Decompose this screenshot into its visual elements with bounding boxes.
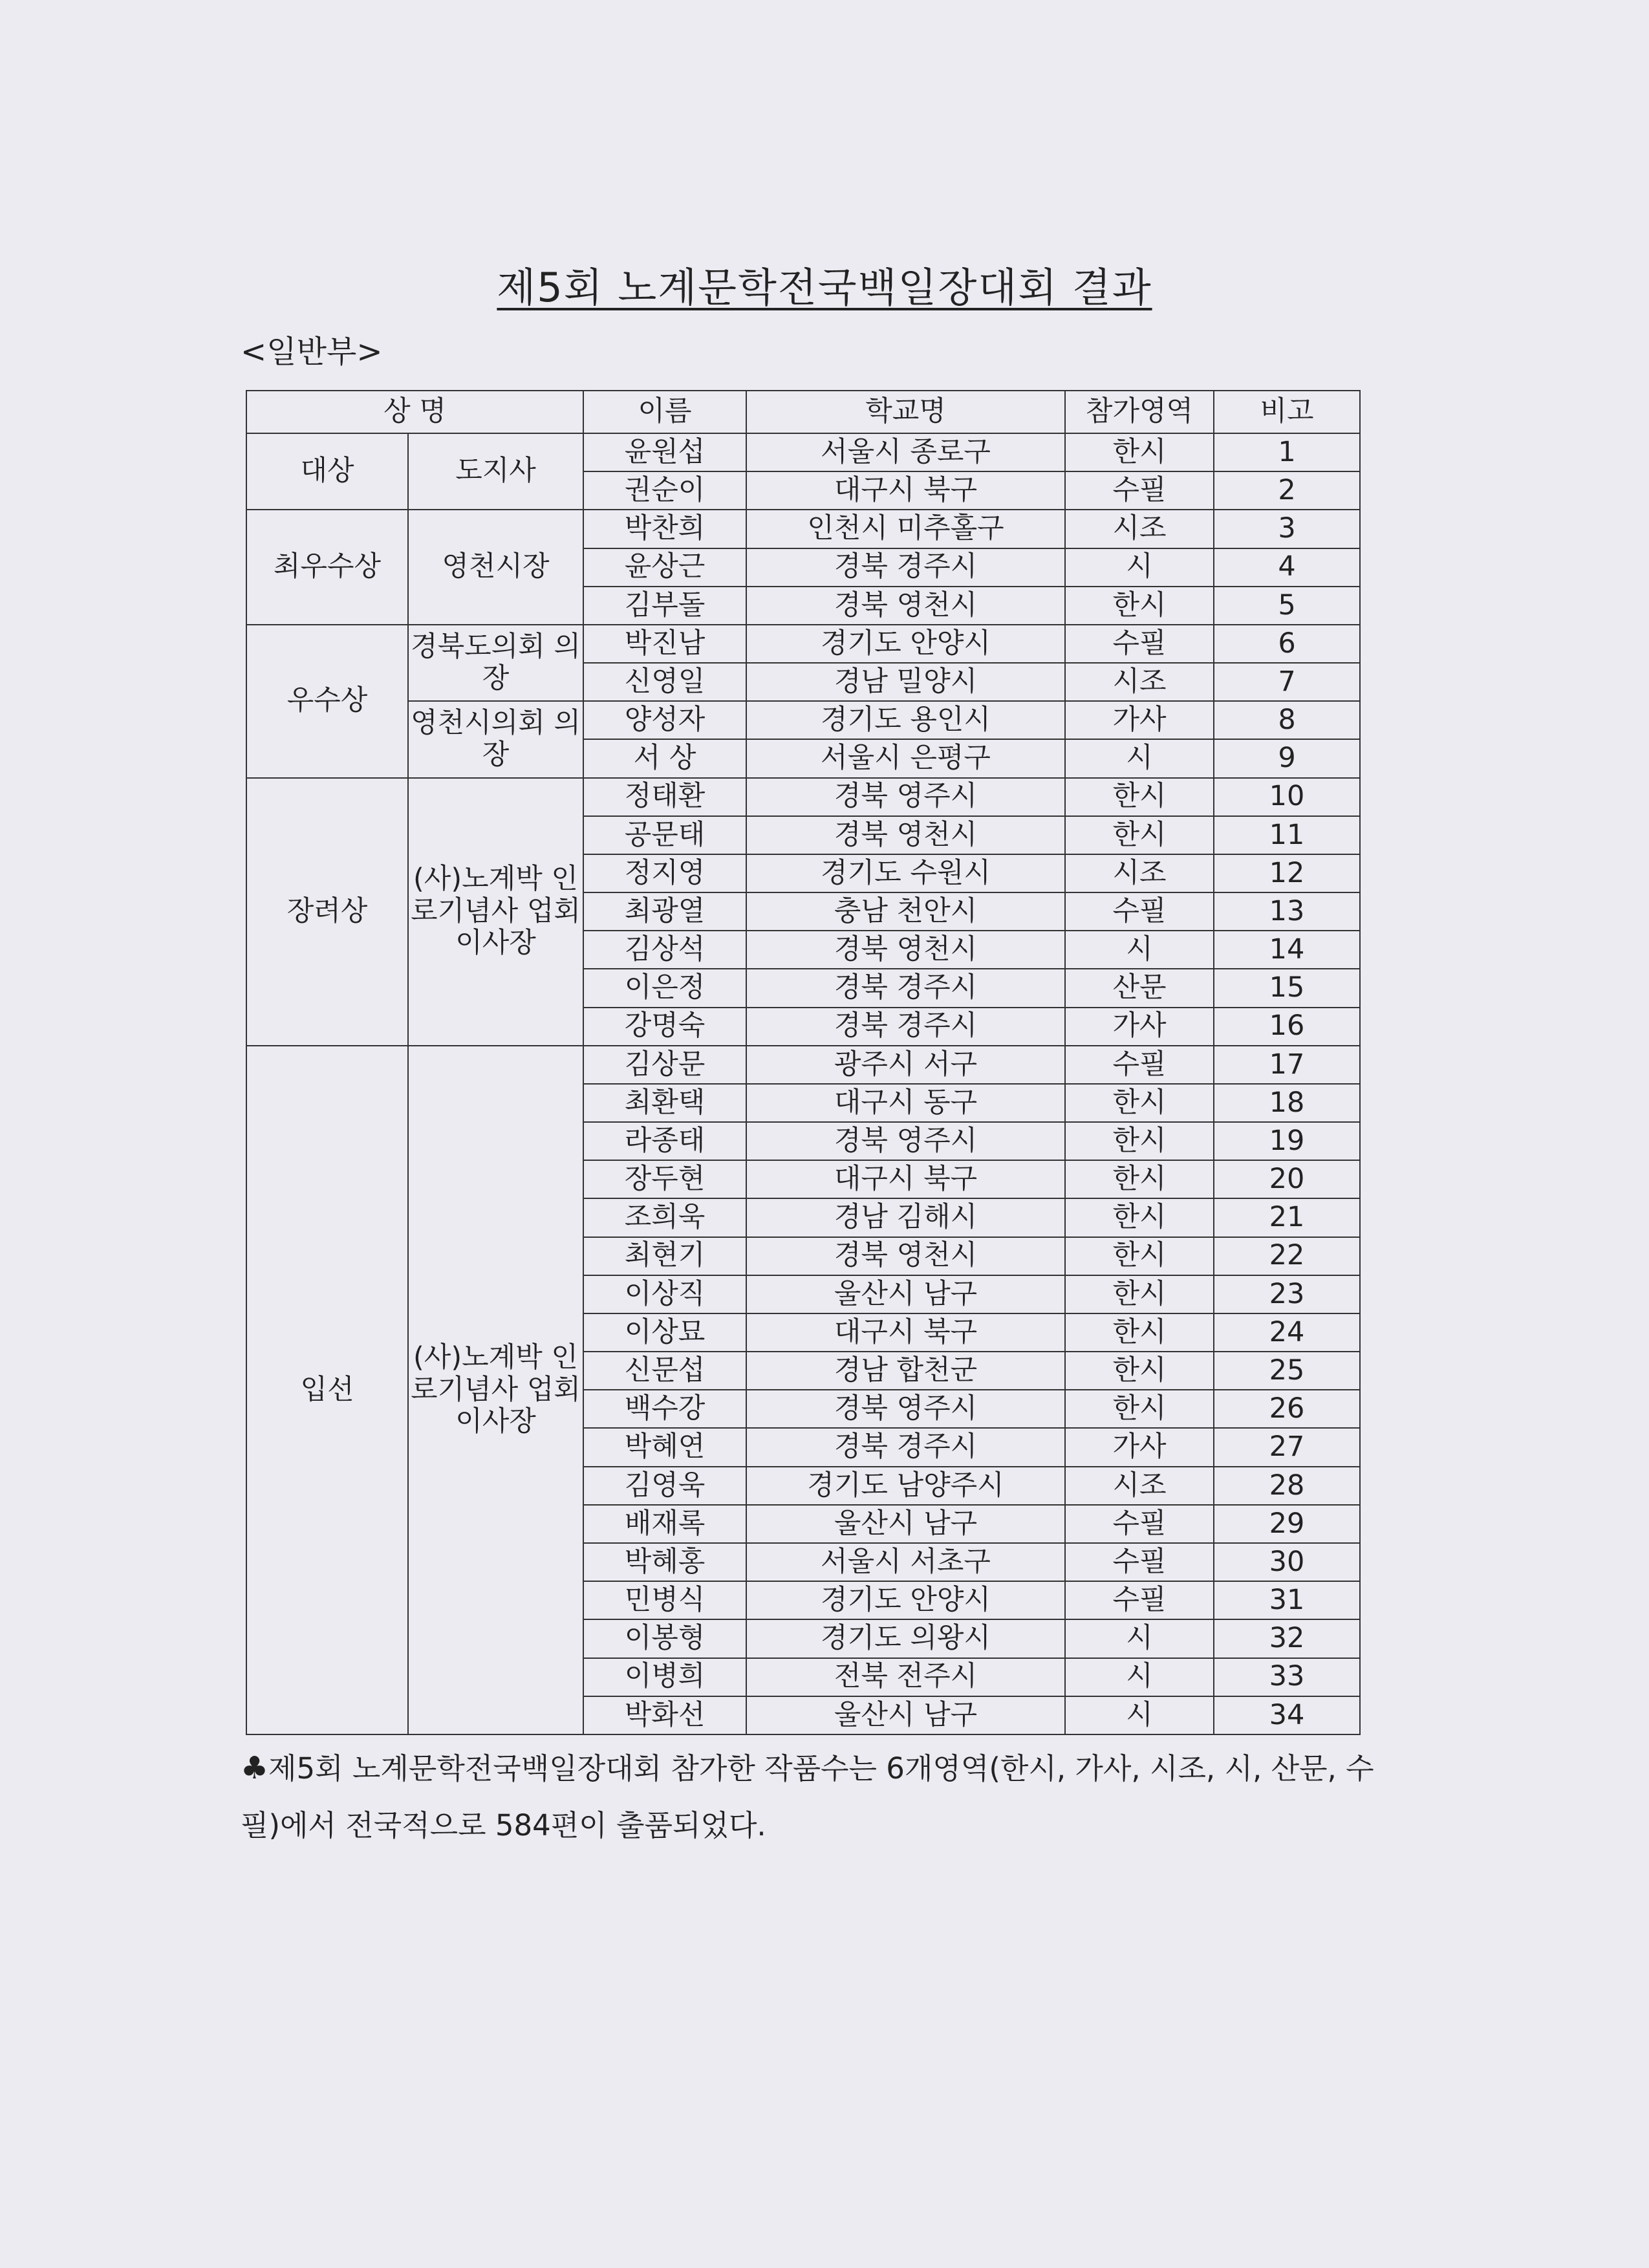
field-cell: 한시 [1065,1160,1214,1198]
school-cell: 경북 영천시 [746,931,1065,969]
note-cell: 24 [1214,1313,1360,1352]
field-cell: 시 [1065,1696,1214,1734]
school-cell: 대구시 북구 [746,471,1065,510]
name-cell: 최광열 [583,892,746,931]
table-row [246,510,1360,548]
name-cell: 정지영 [583,854,746,892]
school-cell: 경북 영천시 [746,816,1065,854]
footnote [241,1740,1379,1854]
award-cell: 우수상 [246,625,408,778]
field-cell: 수필 [1065,471,1214,510]
field-cell: 시 [1065,548,1214,587]
name-cell: 조희욱 [583,1198,746,1237]
field-cell: 한시 [1065,1084,1214,1122]
field-cell: 시조 [1065,663,1214,701]
school-cell: 인천시 미추홀구 [746,510,1065,548]
table-row [246,625,1360,663]
name-cell: 정태환 [583,778,746,816]
field-cell: 시 [1065,1619,1214,1658]
school-cell: 경북 영천시 [746,1237,1065,1275]
school-cell: 대구시 북구 [746,1313,1065,1352]
school-cell: 대구시 북구 [746,1160,1065,1198]
field-cell: 한시 [1065,433,1214,471]
school-cell: 경북 영주시 [746,778,1065,816]
note-cell: 16 [1214,1008,1360,1046]
award-cell: 입선 [246,1046,408,1734]
table-row [246,778,1360,816]
note-cell: 17 [1214,1046,1360,1084]
school-cell: 경남 합천군 [746,1352,1065,1390]
field-cell: 시조 [1065,510,1214,548]
header-award: 상 명 [246,391,583,433]
name-cell: 배재록 [583,1505,746,1543]
school-cell: 울산시 남구 [746,1505,1065,1543]
name-cell: 김영욱 [583,1467,746,1505]
field-cell: 한시 [1065,1237,1214,1275]
name-cell: 서 상 [583,739,746,777]
name-cell: 신문섭 [583,1352,746,1390]
school-cell: 울산시 남구 [746,1696,1065,1734]
footnote-text: 제5회 노계문학전국백일장대회 참가한 작품수는 6개영역(한시, 가사, 시조, 시, 산문, 수필)에서 전국적으로 584편이 출품되었다. [241,1751,1374,1842]
field-cell: 한시 [1065,816,1214,854]
school-cell: 경북 영주시 [746,1390,1065,1428]
school-cell: 서울시 종로구 [746,433,1065,471]
note-cell: 29 [1214,1505,1360,1543]
field-cell: 시 [1065,739,1214,777]
club-icon: ♣ [241,1750,269,1786]
table-row [246,433,1360,471]
school-cell: 울산시 남구 [746,1275,1065,1313]
school-cell: 경기도 용인시 [746,701,1065,739]
note-cell: 10 [1214,778,1360,816]
school-cell: 경기도 안양시 [746,1581,1065,1619]
field-cell: 한시 [1065,1198,1214,1237]
note-cell: 8 [1214,701,1360,739]
organization-cell: 경북도의회 의장 [408,625,583,701]
note-cell: 4 [1214,548,1360,587]
school-cell: 경북 경주시 [746,969,1065,1007]
field-cell: 한시 [1065,1352,1214,1390]
name-cell: 박혜홍 [583,1543,746,1581]
note-cell: 1 [1214,433,1360,471]
field-cell: 수필 [1065,892,1214,931]
field-cell: 한시 [1065,1390,1214,1428]
school-cell: 경남 밀양시 [746,663,1065,701]
note-cell: 22 [1214,1237,1360,1275]
field-cell: 시 [1065,931,1214,969]
field-cell: 가사 [1065,1008,1214,1046]
name-cell: 윤상근 [583,548,746,587]
name-cell: 김상문 [583,1046,746,1084]
header-school: 학교명 [746,391,1065,433]
name-cell: 윤원섭 [583,433,746,471]
field-cell: 수필 [1065,625,1214,663]
note-cell: 11 [1214,816,1360,854]
note-cell: 20 [1214,1160,1360,1198]
field-cell: 한시 [1065,1313,1214,1352]
field-cell: 시조 [1065,854,1214,892]
name-cell: 백수강 [583,1390,746,1428]
field-cell: 시조 [1065,1467,1214,1505]
field-cell: 산문 [1065,969,1214,1007]
name-cell: 이봉형 [583,1619,746,1658]
note-cell: 30 [1214,1543,1360,1581]
note-cell: 9 [1214,739,1360,777]
name-cell: 이상묘 [583,1313,746,1352]
name-cell: 최환택 [583,1084,746,1122]
name-cell: 박화선 [583,1696,746,1734]
field-cell: 한시 [1065,1122,1214,1160]
section-label: <일반부> [241,334,383,370]
name-cell: 장두현 [583,1160,746,1198]
school-cell: 경북 경주시 [746,548,1065,587]
name-cell: 민병식 [583,1581,746,1619]
note-cell: 21 [1214,1198,1360,1237]
field-cell: 가사 [1065,1428,1214,1466]
note-cell: 23 [1214,1275,1360,1313]
field-cell: 수필 [1065,1505,1214,1543]
note-cell: 28 [1214,1467,1360,1505]
document-title: 제5회 노계문학전국백일장대회 결과 [497,264,1152,311]
school-cell: 경북 경주시 [746,1428,1065,1466]
school-cell: 서울시 은평구 [746,739,1065,777]
organization-cell: 영천시장 [408,510,583,625]
name-cell: 강명숙 [583,1008,746,1046]
note-cell: 25 [1214,1352,1360,1390]
field-cell: 시 [1065,1658,1214,1696]
award-cell: 최우수상 [246,510,408,625]
school-cell: 경기도 남양주시 [746,1467,1065,1505]
school-cell: 경기도 의왕시 [746,1619,1065,1658]
note-cell: 14 [1214,931,1360,969]
note-cell: 3 [1214,510,1360,548]
name-cell: 박진남 [583,625,746,663]
award-cell: 장려상 [246,778,408,1046]
note-cell: 15 [1214,969,1360,1007]
note-cell: 18 [1214,1084,1360,1122]
note-cell: 34 [1214,1696,1360,1734]
field-cell: 한시 [1065,778,1214,816]
note-cell: 5 [1214,587,1360,625]
organization-cell: (사)노계박 인로기념사 업회이사장 [408,778,583,1046]
school-cell: 경북 경주시 [746,1008,1065,1046]
school-cell: 서울시 서초구 [746,1543,1065,1581]
name-cell: 이상직 [583,1275,746,1313]
organization-cell: 영천시의회 의장 [408,701,583,777]
school-cell: 경기도 안양시 [746,625,1065,663]
field-cell: 가사 [1065,701,1214,739]
note-cell: 33 [1214,1658,1360,1696]
header-field: 참가영역 [1065,391,1214,433]
note-cell: 2 [1214,471,1360,510]
field-cell: 한시 [1065,1275,1214,1313]
organization-cell: (사)노계박 인로기념사 업회이사장 [408,1046,583,1734]
award-cell: 대상 [246,433,408,510]
school-cell: 광주시 서구 [746,1046,1065,1084]
school-cell: 경기도 수원시 [746,854,1065,892]
note-cell: 31 [1214,1581,1360,1619]
name-cell: 공문태 [583,816,746,854]
field-cell: 한시 [1065,587,1214,625]
name-cell: 권순이 [583,471,746,510]
organization-cell: 도지사 [408,433,583,510]
note-cell: 7 [1214,663,1360,701]
field-cell: 수필 [1065,1543,1214,1581]
header-name: 이름 [583,391,746,433]
table-header-row [246,391,1360,433]
note-cell: 26 [1214,1390,1360,1428]
name-cell: 이은정 [583,969,746,1007]
table-row [246,701,1360,739]
school-cell: 충남 천안시 [746,892,1065,931]
school-cell: 전북 전주시 [746,1658,1065,1696]
school-cell: 경남 김해시 [746,1198,1065,1237]
name-cell: 양성자 [583,701,746,739]
school-cell: 경북 영주시 [746,1122,1065,1160]
school-cell: 경북 영천시 [746,587,1065,625]
school-cell: 대구시 동구 [746,1084,1065,1122]
table-row [246,1046,1360,1084]
field-cell: 수필 [1065,1046,1214,1084]
name-cell: 박혜연 [583,1428,746,1466]
name-cell: 최현기 [583,1237,746,1275]
name-cell: 라종태 [583,1122,746,1160]
name-cell: 이병희 [583,1658,746,1696]
note-cell: 19 [1214,1122,1360,1160]
note-cell: 6 [1214,625,1360,663]
note-cell: 32 [1214,1619,1360,1658]
name-cell: 신영일 [583,663,746,701]
header-note: 비고 [1214,391,1360,433]
name-cell: 김상석 [583,931,746,969]
field-cell: 수필 [1065,1581,1214,1619]
name-cell: 김부돌 [583,587,746,625]
note-cell: 13 [1214,892,1360,931]
results-table [246,390,1361,1735]
note-cell: 27 [1214,1428,1360,1466]
note-cell: 12 [1214,854,1360,892]
name-cell: 박찬희 [583,510,746,548]
